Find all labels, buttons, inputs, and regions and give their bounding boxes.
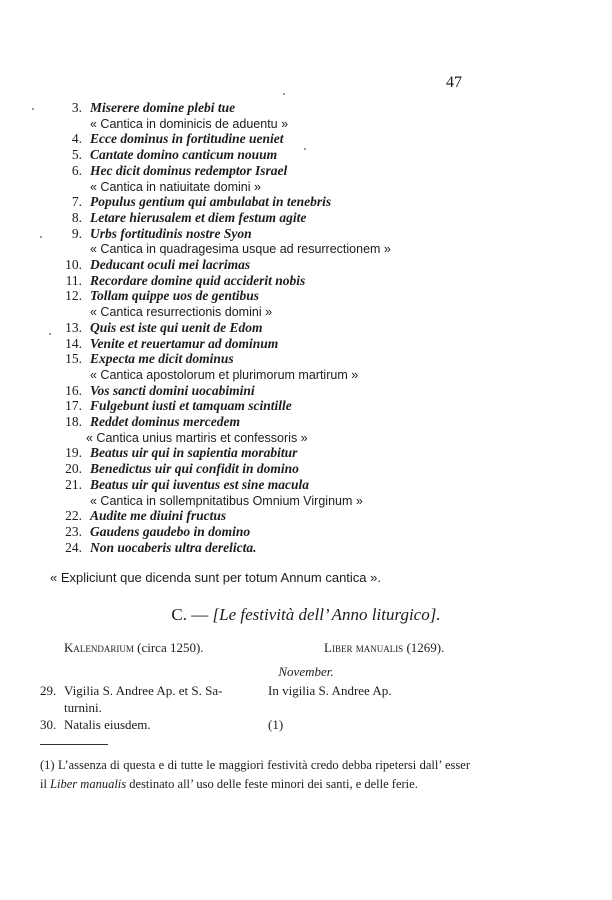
chant-number: 11.: [65, 272, 82, 288]
chant-number: 7.: [71, 194, 82, 210]
rubric-line: [0, 367, 612, 383]
rubric-text: « Cantica unius martiris et confessoris »: [86, 430, 308, 445]
footnote-text-1: (1) L’assenza di questa e di tutte le maggiori festività credo debba ripetersi dall’ esser il: [40, 758, 470, 791]
chant-item: [0, 273, 612, 289]
chant-incipit: Quis est iste qui uenit de Edom: [90, 319, 263, 335]
chant-item: [0, 477, 612, 493]
rubric-text: « Cantica apostolorum et plurimorum martirum »: [90, 367, 359, 382]
chant-number: 16.: [65, 382, 82, 398]
rubric-text: « Cantica in sollempnitatibus Omnium Virginum »: [90, 493, 363, 508]
chant-incipit: Audite me diuini fructus: [90, 508, 227, 524]
rubric-line: [0, 116, 612, 132]
chant-incipit: Cantate domino canticum nouum: [90, 147, 278, 163]
chant-incipit: Hec dicit dominus redemptor Israel: [90, 162, 288, 178]
chant-number: 22.: [65, 508, 82, 524]
chant-incipit: Reddet dominus mercedem: [90, 414, 240, 429]
chant-number: 14.: [65, 335, 82, 351]
rubric-line: [0, 430, 612, 446]
footnote-text-2: destinato all’ uso delle feste minori dei santi, e delle ferie.: [129, 777, 418, 791]
chant-number: 10.: [65, 257, 82, 272]
scan-speck: [49, 333, 51, 335]
chant-number: 5.: [71, 147, 82, 163]
chant-number: 24.: [65, 539, 82, 555]
chant-incipit: Beatus uir qui iuventus est sine macula: [90, 476, 310, 492]
chant-item: [0, 351, 612, 367]
footnote: [40, 756, 470, 794]
chant-item: [0, 445, 612, 461]
chant-incipit: Miserere domine plebi tue: [90, 100, 236, 115]
chant-item: [0, 100, 612, 116]
chant-incipit: Venite et reuertamur ad dominum: [90, 335, 279, 351]
chant-number: 9.: [71, 225, 82, 241]
month-label: November.: [278, 664, 334, 679]
chant-number: 23.: [65, 523, 82, 539]
chant-number: 3.: [71, 100, 82, 115]
liber-manualis-title: Liber manualis: [324, 640, 404, 655]
chant-item: [0, 288, 612, 304]
scan-speck: [283, 93, 285, 95]
chant-item: [0, 194, 612, 210]
scan-speck: [304, 148, 306, 150]
chant-item: [0, 336, 612, 352]
entry-kalendarium: Vigilia S. Andree Ap. et S. Sa-: [64, 683, 223, 698]
rubric-line: [0, 493, 612, 509]
chant-incipit: Non uocaberis ultra derelicta.: [90, 539, 257, 555]
chant-incipit: Urbs fortitudinis nostre Syon: [90, 225, 252, 241]
rubric-line: [0, 304, 612, 320]
chant-incipit: Recordare domine quid acciderit nobis: [90, 272, 306, 288]
chant-item: [0, 461, 612, 477]
entry-num: 30.: [40, 717, 57, 732]
rubric-line: [0, 179, 612, 195]
chant-number: 15.: [65, 351, 82, 367]
chant-item: [0, 524, 612, 540]
rubric-line: [0, 241, 612, 257]
scan-speck: [40, 236, 42, 238]
column-header-kalendarium: [64, 640, 204, 656]
chant-number: 20.: [65, 461, 82, 477]
chant-item: [0, 147, 612, 163]
entry-liber-manualis: (1): [268, 717, 284, 732]
rubric-text: « Cantica in quadragesima usque ad resurrectionem »: [90, 242, 391, 257]
chant-item: [0, 508, 612, 524]
chant-number: 13.: [65, 319, 82, 335]
rubric-text: « Cantica in natiuitate domini »: [90, 179, 261, 194]
entry-liber-manualis: In vigilia S. Andree Ap.: [268, 683, 392, 698]
chant-item: [0, 257, 612, 273]
chant-incipit: Benedictus uir qui confidit in domino: [90, 461, 299, 477]
chant-item: [0, 414, 612, 430]
liber-manualis-date: (1269).: [406, 640, 445, 655]
section-heading: [0, 605, 612, 625]
chant-number: 8.: [71, 209, 82, 225]
chant-incipit: Ecce dominus in fortitudine ueniet: [90, 131, 284, 147]
chant-number: 18.: [65, 414, 82, 429]
kalendarium-date: (circa 1250).: [137, 640, 204, 655]
page-number: 47: [446, 74, 462, 91]
chant-incipit: Fulgebunt iusti et tamquam scintille: [90, 398, 292, 414]
rubric-text: « Cantica in dominicis de aduentu »: [90, 116, 289, 131]
chant-item: [0, 540, 612, 556]
column-header-liber-manualis: [324, 640, 444, 656]
scan-speck: [32, 108, 34, 110]
entry-kalendarium-cont: turnini.: [64, 700, 102, 715]
chant-incipit: Populus gentium qui ambulabat in tenebris: [90, 194, 332, 210]
chant-item: [0, 320, 612, 336]
chant-number: 4.: [71, 131, 82, 147]
chant-item: [0, 383, 612, 399]
chant-item: [0, 131, 612, 147]
kalendarium-title: Kalendarium: [64, 640, 134, 655]
chant-item: [0, 210, 612, 226]
chant-incipit: Letare hierusalem et diem festum agite: [90, 209, 307, 225]
chant-incipit: Expecta me dicit dominus: [90, 351, 234, 367]
chant-incipit: Deducant oculi mei lacrimas: [90, 257, 251, 272]
chant-item: [0, 398, 612, 414]
chant-number: 6.: [71, 162, 82, 178]
footnote-divider: [40, 744, 108, 745]
chant-incipit: Vos sancti domini uocabimini: [90, 382, 255, 398]
chant-number: 21.: [65, 476, 82, 492]
chant-item: [0, 226, 612, 242]
rubric-text: « Cantica resurrectionis domini »: [90, 305, 273, 320]
chant-incipit: Tollam quippe uos de gentibus: [90, 288, 260, 304]
entry-num: 29.: [40, 683, 57, 698]
chant-number: 12.: [65, 288, 82, 304]
chant-incipit: Gaudens gaudebo in domino: [90, 523, 251, 539]
section-title: [Le festività dell’ Anno liturgico].: [212, 605, 441, 624]
footnote-italic: Liber manualis: [50, 777, 127, 791]
chant-number: 19.: [65, 445, 82, 461]
chant-item: [0, 163, 612, 179]
section-letter: C. —: [171, 605, 209, 624]
closing-line: « Expliciunt que dicenda sunt per totum Annum cantica ».: [50, 570, 381, 585]
chant-incipit: Beatus uir qui in sapientia morabitur: [90, 445, 298, 461]
chant-number: 17.: [65, 398, 82, 414]
entry-kalendarium: Natalis eiusdem.: [64, 717, 151, 732]
